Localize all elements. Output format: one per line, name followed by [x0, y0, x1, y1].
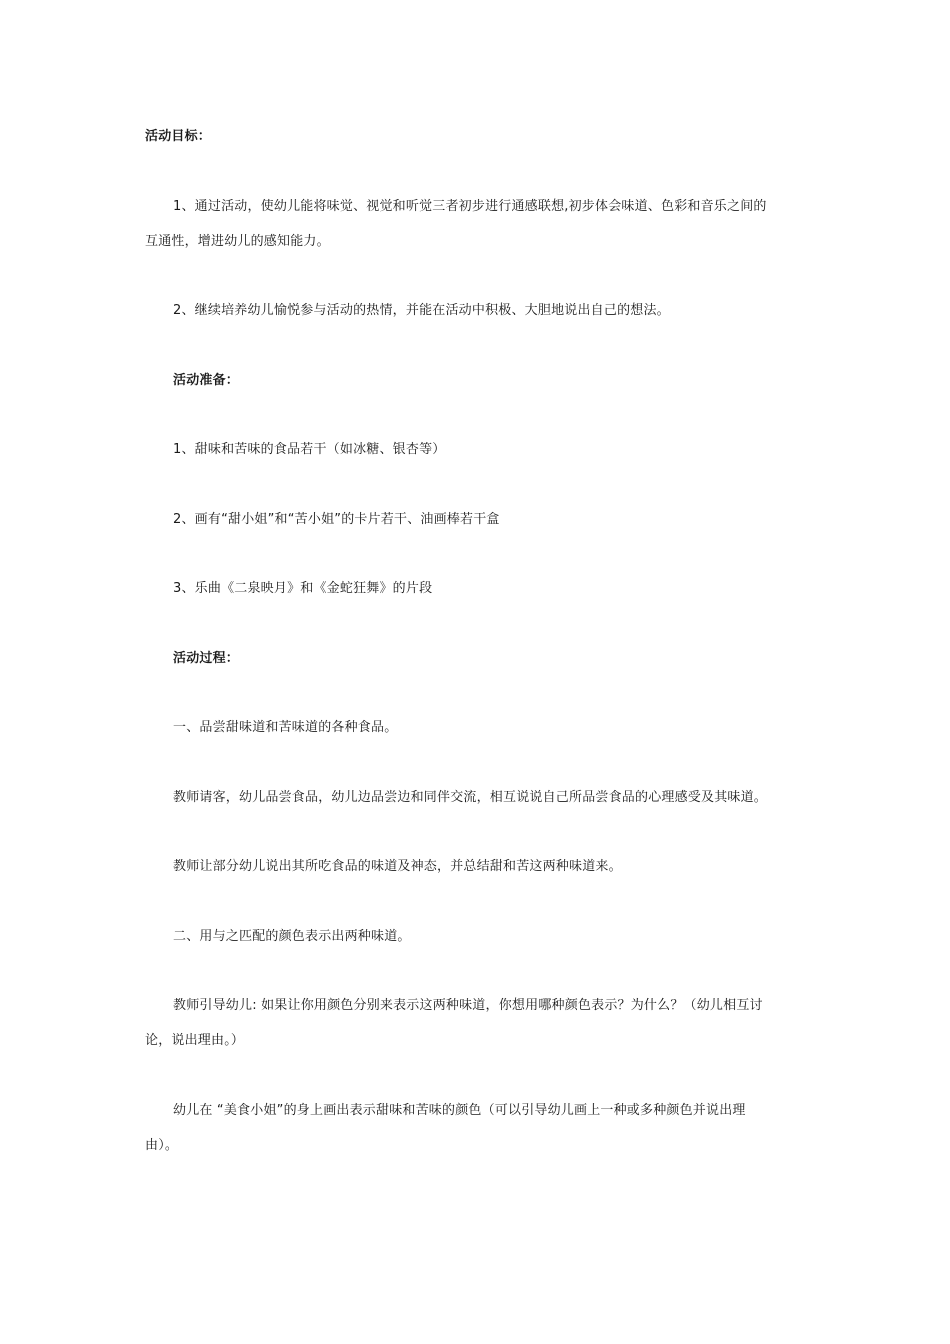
- goal-1-line-1: 1、通过活动，使幼儿能将味觉、视觉和听觉三者初步进行通感联想,初步体会味道、色彩和音乐之间的: [173, 199, 767, 214]
- step-2-title: 二、用与之匹配的颜色表示出两种味道。: [173, 929, 411, 944]
- prep-heading: 活动准备：: [173, 373, 240, 388]
- step-2-paragraph-1-line-1: 教师引导幼儿: 如果让你用颜色分别来表示这两种味道，你想用哪种颜色表示？为什么？（幼儿相互讨: [173, 998, 763, 1013]
- goal-1-line-2: 互通性，增进幼儿的感知能力。: [145, 234, 330, 249]
- process-heading: 活动过程：: [173, 651, 240, 666]
- step-1-paragraph-1: 教师请客，幼儿品尝食品，幼儿边品尝边和同伴交流，相互说说自己所品尝食品的心理感受及其味道。: [173, 790, 768, 805]
- goals-heading: 活动目标：: [145, 129, 212, 144]
- prep-item-1: 1、甜味和苦味的食品若干（如冰糖、银杏等）: [173, 442, 446, 457]
- step-2-paragraph-2-line-1: 幼儿在 “美食小姐”的身上画出表示甜味和苦味的颜色（可以引导幼儿画上一种或多种颜色并说出理: [173, 1103, 746, 1118]
- prep-item-3: 3、乐曲《二泉映月》和《金蛇狂舞》的片段: [173, 581, 433, 596]
- step-1-paragraph-2: 教师让部分幼儿说出其所吃食品的味道及神态，并总结甜和苦这两种味道来。: [173, 859, 622, 874]
- step-2-paragraph-2-line-2: 由）。: [145, 1138, 179, 1153]
- step-2-paragraph-1-line-2: 论，说出理由。）: [145, 1033, 245, 1048]
- step-1-title: 一、品尝甜味道和苦味道的各种食品。: [173, 720, 398, 735]
- prep-item-2: 2、画有“甜小姐”和“苦小姐”的卡片若干、油画棒若干盒: [173, 512, 500, 527]
- goal-2: 2、继续培养幼儿愉悦参与活动的热情，并能在活动中积极、大胆地说出自己的想法。: [173, 303, 670, 318]
